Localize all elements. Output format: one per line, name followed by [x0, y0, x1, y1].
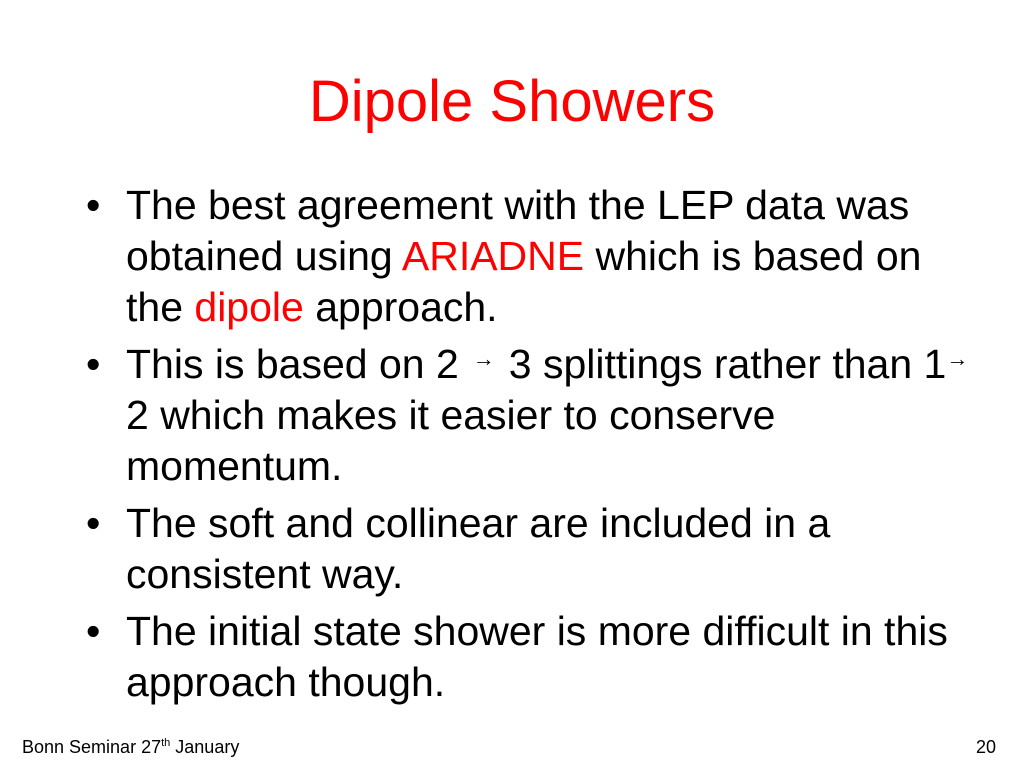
bullet-marker: • — [86, 182, 101, 228]
highlight-ariadne: ARIADNE — [401, 233, 585, 279]
bullet-text: The best agreement with the LEP data was obtained using — [126, 182, 910, 279]
bullet-text: The initial state shower is more difficult in this approach though. — [126, 608, 948, 705]
bullet-item-3 — [78, 498, 978, 600]
bullet-item-1 — [78, 180, 978, 333]
bullet-marker: • — [86, 608, 101, 654]
bullet-marker: • — [86, 341, 101, 387]
bullet-list — [78, 180, 978, 714]
right-arrow-icon: → — [946, 346, 969, 371]
highlight-dipole: dipole — [194, 284, 304, 330]
bullet-text: 2 which makes it easier to conserve momentum. — [126, 392, 776, 489]
bullet-text: 3 splittings rather than 1 — [508, 341, 947, 387]
footer-caption-superscript: th — [161, 737, 171, 749]
bullet-text: which is based on the — [126, 233, 922, 330]
footer-caption-prefix: Bonn Seminar 27 — [22, 737, 162, 757]
bullet-item-4 — [78, 606, 978, 708]
bullet-text: The soft and collinear are included in a consistent way. — [126, 500, 831, 597]
bullet-marker: • — [86, 500, 101, 546]
bullet-item-2 — [78, 339, 978, 492]
slide-title: Dipole Showers — [308, 69, 716, 134]
bullet-text: approach. — [303, 284, 498, 330]
footer-caption — [22, 735, 239, 759]
bullet-text: This is based on 2 — [126, 341, 459, 387]
page-number: 20 — [975, 737, 996, 757]
footer-caption-suffix: January — [170, 737, 240, 757]
right-arrow-icon: → — [472, 346, 495, 371]
